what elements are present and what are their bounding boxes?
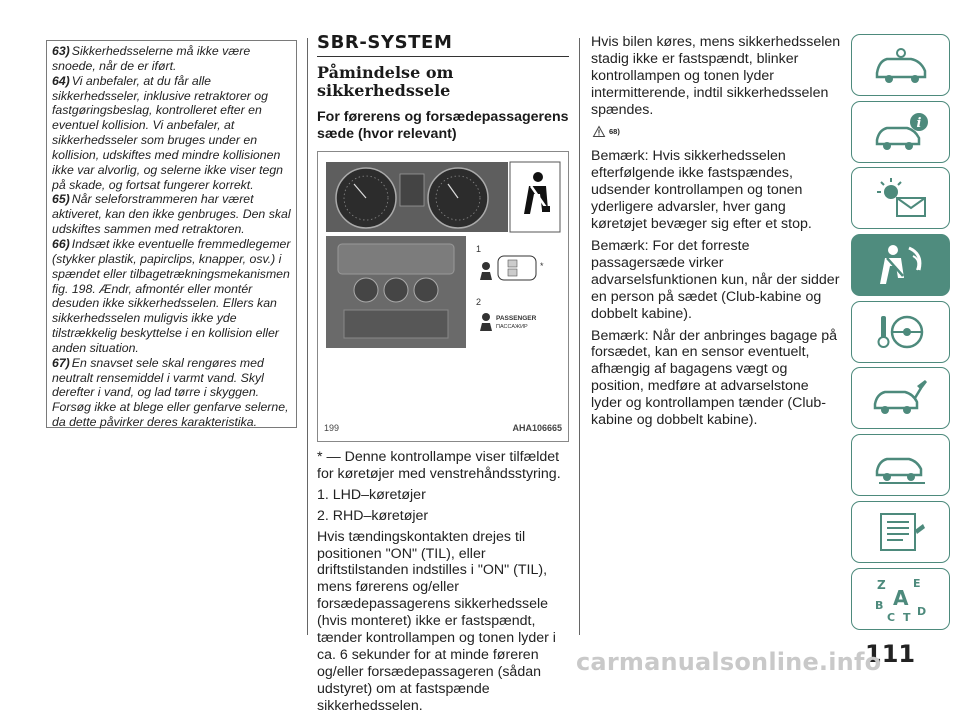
center-display xyxy=(400,174,424,206)
right-column xyxy=(591,34,843,434)
tab-emergency[interactable] xyxy=(851,367,950,429)
middle-body-text: * — Denne kontrollampe viser tilfældet for køretøjer med venstrehåndsstyring. 1. LHD–køretøjer 2. RHD–køretøjer Hvis tændingskontakten drejes til positionen "ON" (TIL), eller driftstilstanden indstilles i "ON" (TIL), mens førerens og/eller forsædepassagerens sikkerhedssele (hvis monteret) ikke er fastspændt, tænder kontrollampen og tonen lyder i ca. 6 sekunder for at minde føreren og/eller forsædepassageren (sådan udstyret) om at fastspænde sikkerhedsselen. xyxy=(317,449,561,714)
right-note-1: Bemærk: Hvis sikkerhedsselen efterfølgende ikke fastspændes, udsender kontrollampen og tonen yderligere advarsler, hver gang køretøjet bevæger sig efter et stop. xyxy=(591,148,812,233)
sub-subtitle: For førerens og forsædepassagerens sæde (hvor relevant) xyxy=(317,109,569,142)
page-number: 111 xyxy=(865,640,916,668)
svg-text:i: i xyxy=(916,115,921,131)
svg-text:A: A xyxy=(892,585,908,610)
note-65: 65) Når seleforstrammeren har været aktiveret, kan den ikke genbruges. Den skal udskiftes sammen med retraktoren. xyxy=(52,192,291,237)
tab-dashboard[interactable] xyxy=(851,34,950,96)
column-divider-1 xyxy=(307,38,308,635)
right-note-2: Bemærk: For det forreste passagersæde virker advarselsfunktionen kun, når der sidder en person på sædet (Club-kabine og dobbelt kabine). xyxy=(591,237,840,322)
svg-text:T: T xyxy=(902,610,911,624)
tab-warning-lights[interactable] xyxy=(851,167,950,229)
svg-text:PASSENGER: PASSENGER xyxy=(496,315,537,322)
safety-airbag-icon xyxy=(871,242,931,288)
right-paragraph-1: Hvis bilen køres, mens sikkerhedsselen stadig ikke er fastspændt, blinker kontrollampen og tonen lyder intermitterende, indtil sikkerhedsselen spændes. xyxy=(591,34,841,118)
svg-text:ПАССАЖИР: ПАССАЖИР xyxy=(496,324,528,330)
svg-text:*: * xyxy=(540,261,544,271)
note-63: 63) Sikkerhedsselerne må ikke være snoede, når de er iført. xyxy=(52,44,251,73)
tab-maintenance[interactable] xyxy=(851,434,950,496)
steering-key-icon xyxy=(871,310,931,354)
rhd-indicator xyxy=(480,313,492,331)
car-dashboard-icon xyxy=(871,43,931,87)
figure-199 xyxy=(317,151,569,442)
car-top-view-icon xyxy=(498,256,536,280)
tab-index[interactable] xyxy=(851,568,950,630)
tab-specifications[interactable] xyxy=(851,501,950,563)
tab-car-info[interactable] xyxy=(851,101,950,163)
note-64: 64) Vi anbefaler, at du får alle sikkerhedsseler, inklusive retraktorer og fastgøringsbeslag, kontrolleret efter en eventuel kollision. Vi anbefaler, at sikkerhedsseler som bruges under en kollision, udskiftes med mindre kollisionen ikke var alvorlig, og selerne ikke viser tegn på skade, og fortsat fungerer korrekt. xyxy=(52,73,284,192)
notes-box xyxy=(46,40,297,428)
svg-text:E: E xyxy=(912,576,921,590)
specifications-list-icon xyxy=(871,510,931,554)
svg-text:B: B xyxy=(874,598,883,612)
alphabetical-index-icon xyxy=(871,575,931,623)
svg-text:Z: Z xyxy=(876,577,886,592)
tab-safety[interactable] xyxy=(851,234,950,296)
figure-caption: 199 AHA106665 xyxy=(324,423,562,433)
note-66: 66) Indsæt ikke eventuelle fremmedlegemer (stykker plastik, papirclips, knapper, osv.) i spændet eller tilbagetrækningsmekanismen fig. 198. Ændr, afmontér eller montér desuden ikke sikkerhedsselen. Ellers kan sikkerhedsselen muligvis ikke yde tilstrækkelig beskyttelse i en kollision eller anden situation. xyxy=(52,236,291,355)
section-title: SBR-SYSTEM xyxy=(317,32,569,57)
chapter-sidebar xyxy=(851,34,952,634)
car-info-icon xyxy=(871,110,931,154)
column-divider-2 xyxy=(579,38,580,635)
emergency-car-icon xyxy=(871,376,931,420)
svg-text:C: C xyxy=(886,610,895,624)
svg-text:D: D xyxy=(916,604,926,618)
warning-lights-mail-icon xyxy=(871,176,931,220)
warning-triangle-icon xyxy=(593,126,605,137)
seatbelt-warning-lamp xyxy=(510,162,560,232)
svg-text:1: 1 xyxy=(476,244,482,254)
tab-driving[interactable] xyxy=(851,301,950,363)
middle-column xyxy=(317,32,569,719)
lhd-indicator xyxy=(480,262,492,280)
svg-text:2: 2 xyxy=(476,297,482,307)
subsection-title: Påmindelse om sikkerhedssele xyxy=(317,63,454,100)
note-67: 67) En snavset sele skal rengøres med neutralt rensemiddel i varmt vand. Skyl derefter i vand, og lad tørre i skyggen. Forsøg ikke at blege eller genfarve selerne, da dette påvirker deres karakteristika. xyxy=(52,355,289,430)
seatbelt-reminder-illustration xyxy=(326,162,560,412)
maintenance-car-icon xyxy=(871,443,931,487)
right-note-3: Bemærk: Når der anbringes bagage på forsædet, kan en sensor eventuelt, afhængig af bagagens vægt og position, medføre at advarselstone lyder og kontrollampen tænder (Club-kabine og dobbelt kabine). xyxy=(591,327,838,429)
watermark: carmanualsonline.info xyxy=(576,648,882,676)
warning-reference: 68) xyxy=(593,124,843,141)
